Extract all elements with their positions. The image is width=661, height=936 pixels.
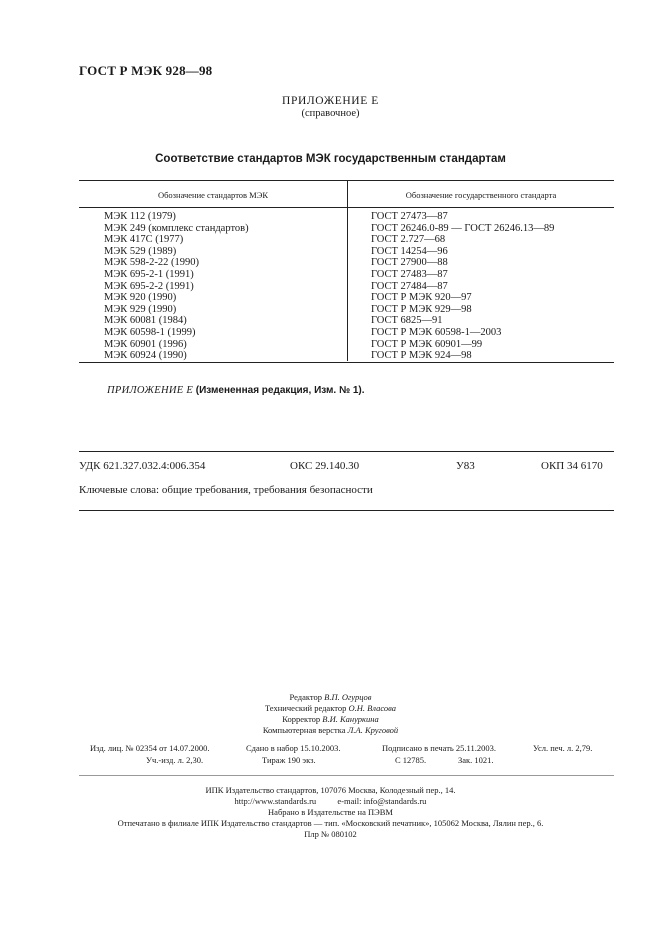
credit-role: Корректор bbox=[282, 714, 321, 724]
typeset-date: Сдано в набор 15.10.2003. bbox=[246, 743, 341, 753]
table-cell-iec: МЭК 60901 (1996) bbox=[104, 338, 187, 350]
table-cell-iec: МЭК 112 (1979) bbox=[104, 211, 176, 222]
print-run: Тираж 190 экз. bbox=[262, 755, 316, 765]
credit-role: Технический редактор bbox=[264, 703, 347, 713]
credit-line bbox=[0, 703, 661, 714]
credit-name: Л.А. Круговой bbox=[347, 725, 399, 735]
footer-line: Отпечатано в филиале ИПК Издательство стандартов — тип. «Московский печатник», 105062 Москва, Лялин пер., 6. bbox=[117, 818, 544, 828]
classifier-code: У83 bbox=[456, 460, 475, 472]
keywords: Ключевые слова: общие требования, требования безопасности bbox=[79, 484, 373, 496]
table-cell-iec: МЭК 598-2-22 (1990) bbox=[104, 257, 200, 269]
table-cell-iec: МЭК 60081 (1984) bbox=[104, 315, 187, 327]
okp-code: ОКП 34 6170 bbox=[541, 460, 603, 472]
table-title: Соответствие стандартов МЭК государственным стандартам bbox=[155, 153, 506, 165]
table-cell-gost: ГОСТ Р МЭК 929—98 bbox=[371, 303, 472, 315]
table-cell-iec: МЭК 249 (комплекс стандартов) bbox=[104, 222, 249, 234]
table-cell-gost: ГОСТ Р МЭК 920—97 bbox=[371, 292, 472, 304]
footer-line: http://www.standards.ru e-mail: info@standards.ru bbox=[234, 796, 427, 806]
table-header-iec: Обозначение стандартов МЭК bbox=[157, 190, 269, 200]
footer-line: Набрано в Издательстве на ПЭВМ bbox=[268, 807, 393, 817]
credit-name: О.Н. Власова bbox=[348, 703, 397, 713]
credit-line bbox=[0, 725, 661, 736]
amendment-note-text: (Измененная редакция, Изм. № 1). bbox=[195, 385, 365, 396]
table-cell-gost: ГОСТ 2.727—68 bbox=[371, 234, 446, 246]
footer-line: ИПК Издательство стандартов, 107076 Москва, Колодезный пер., 14. bbox=[205, 785, 456, 795]
table-cell-iec: МЭК 920 (1990) bbox=[104, 292, 177, 304]
credit-line bbox=[0, 692, 661, 703]
publisher-footer bbox=[0, 785, 661, 840]
oks-code: ОКС 29.140.30 bbox=[290, 460, 360, 472]
table-cell-gost: ГОСТ 27473—87 bbox=[371, 211, 448, 222]
credit-name: В.П. Огурцов bbox=[324, 692, 372, 702]
table-cell-iec: МЭК 529 (1989) bbox=[104, 245, 177, 257]
order-code: С 12785. bbox=[395, 755, 427, 765]
table-cell-iec: МЭК 695-2-1 (1991) bbox=[104, 268, 194, 280]
table-header-divider bbox=[79, 207, 614, 208]
table-cell-gost: ГОСТ 27483—87 bbox=[371, 268, 448, 280]
appendix-title: ПРИЛОЖЕНИЕ Е bbox=[282, 95, 379, 107]
table-cell-gost: ГОСТ Р МЭК 60598-1—2003 bbox=[371, 326, 502, 338]
table-cell-iec: МЭК 60924 (1990) bbox=[104, 350, 187, 362]
table-cell-iec: МЭК 417С (1977) bbox=[104, 234, 184, 246]
print-sign-date: Подписано в печать 25.11.2003. bbox=[382, 743, 496, 753]
divider-top bbox=[79, 451, 614, 452]
table-cell-gost: ГОСТ 14254—96 bbox=[371, 245, 448, 257]
udk-code: УДК 621.327.032.4:006.354 bbox=[79, 460, 206, 472]
table-cell-gost: ГОСТ Р МЭК 60901—99 bbox=[371, 338, 483, 350]
table-cell-gost: ГОСТ Р МЭК 924—98 bbox=[371, 350, 472, 362]
credit-role: Компьютерная верстка bbox=[262, 725, 346, 735]
footer-line: Плр № 080102 bbox=[304, 829, 357, 839]
table-cell-gost: ГОСТ 27484—87 bbox=[371, 280, 448, 292]
credit-name: В.И. Кануркина bbox=[322, 714, 379, 724]
table-cell-gost: ГОСТ 27900—88 bbox=[371, 257, 448, 269]
order-number: Зак. 1021. bbox=[458, 755, 494, 765]
table-cell-iec: МЭК 695-2-2 (1991) bbox=[104, 280, 194, 292]
table-cell-gost: ГОСТ 26246.0-89 — ГОСТ 26246.13—89 bbox=[371, 222, 555, 234]
table-cell-iec: МЭК 60598-1 (1999) bbox=[104, 326, 196, 338]
divider-bottom bbox=[79, 510, 614, 511]
publishing-sheets: Уч.-изд. л. 2,30. bbox=[146, 755, 204, 765]
table-cell-iec: МЭК 929 (1990) bbox=[104, 303, 177, 315]
credit-role: Редактор bbox=[289, 692, 322, 702]
gost-column bbox=[371, 211, 554, 362]
print-sheets: Усл. печ. л. 2,79. bbox=[533, 743, 593, 753]
table-header-gost: Обозначение государственного стандарта bbox=[405, 190, 557, 200]
credit-line bbox=[0, 714, 661, 725]
divider-footer bbox=[79, 775, 614, 776]
license-info: Изд. лиц. № 02354 от 14.07.2000. bbox=[90, 743, 210, 753]
table-cell-gost: ГОСТ 6825—91 bbox=[371, 315, 443, 327]
amendment-note bbox=[107, 385, 365, 396]
amendment-note-appendix: ПРИЛОЖЕНИЕ Е bbox=[107, 385, 194, 396]
document-header: ГОСТ Р МЭК 928—98 bbox=[79, 63, 213, 78]
appendix-subtitle: (справочное) bbox=[301, 108, 360, 119]
iec-column bbox=[104, 211, 249, 362]
credits-block bbox=[0, 692, 661, 736]
